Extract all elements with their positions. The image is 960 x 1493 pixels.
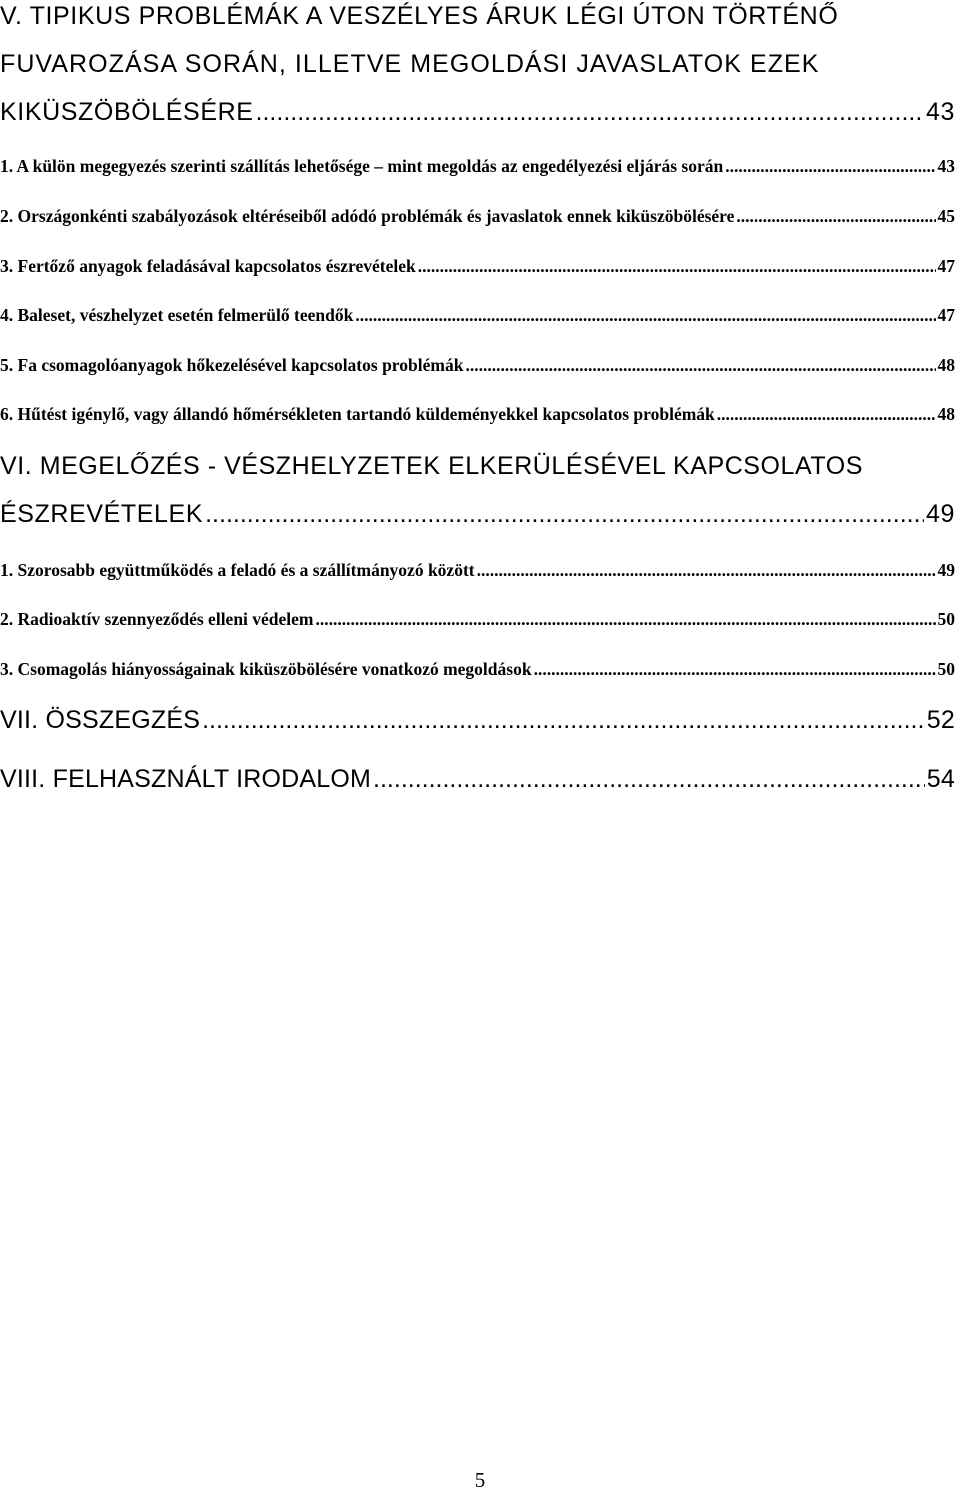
toc-item-label: 1. A külön megegyezés szerinti szállítás lehetősége – mint megoldás az engedélyezési eljárás során (0, 156, 724, 176)
toc-item-label: 5. Fa csomagolóanyagok hőkezelésével kapcsolatos problémák (0, 355, 464, 375)
toc-leader-dots (736, 206, 935, 227)
toc-leader-dots (205, 500, 924, 529)
toc-page-number: 48 (937, 355, 955, 375)
toc-leader-dots (725, 156, 935, 177)
toc-section-v-title-line3: KIKÜSZÖBÖLÉSÉRE (0, 98, 254, 126)
toc-item[interactable] (0, 156, 955, 177)
toc-section-vi-line2[interactable] (0, 500, 955, 529)
toc-leader-dots (534, 659, 936, 680)
toc-page-number: 49 (925, 500, 955, 528)
toc-page-number: 47 (937, 305, 955, 325)
toc-page-number: 54 (926, 765, 955, 793)
toc-section-v-line1[interactable] (0, 2, 955, 31)
toc-leader-dots (316, 609, 936, 630)
toc-item[interactable] (0, 256, 955, 277)
footer-page-number: 5 (474, 1468, 486, 1492)
toc-leader-dots (373, 765, 925, 794)
toc-leader-dots (418, 256, 936, 277)
toc-section-vi-title-line1: VI. MEGELŐZÉS - VÉSZHELYZETEK ELKERÜLÉSÉVEL KAPCSOLATOS (0, 452, 863, 480)
toc-item-label: 6. Hűtést igénylő, vagy állandó hőmérsékleten tartandó küldeményekkel kapcsolatos problémák (0, 404, 715, 424)
toc-page-number: 50 (937, 609, 955, 629)
toc-item-label: 3. Fertőző anyagok feladásával kapcsolatos észrevételek (0, 256, 416, 276)
toc-section-v-title-line2: FUVAROZÁSA SORÁN, ILLETVE MEGOLDÁSI JAVASLATOK EZEK (0, 50, 820, 78)
toc-leader-dots (477, 560, 936, 581)
toc-page-number: 47 (937, 256, 955, 276)
toc-page-number: 49 (937, 560, 955, 580)
toc-item-label: 2. Radioaktív szennyeződés elleni védelem (0, 609, 314, 629)
toc-section-viii[interactable] (0, 765, 955, 794)
toc-item[interactable] (0, 305, 955, 326)
toc-section-vii[interactable] (0, 706, 955, 735)
toc-section-viii-title: VIII. FELHASZNÁLT IRODALOM (0, 765, 372, 793)
toc-item[interactable] (0, 404, 955, 425)
toc-item[interactable] (0, 355, 955, 376)
toc-section-vi-title-line2: ÉSZREVÉTELEK (0, 500, 204, 528)
toc-section-v-title-line1: V. TIPIKUS PROBLÉMÁK A VESZÉLYES ÁRUK LÉGI ÚTON TÖRTÉNŐ (0, 2, 839, 30)
toc-page-number: 43 (925, 98, 955, 126)
toc-item[interactable] (0, 609, 955, 630)
toc-item-label: 3. Csomagolás hiányosságainak kiküszöbölésére vonatkozó megoldások (0, 659, 532, 679)
toc-section-vii-title: VII. ÖSSZEGZÉS (0, 706, 201, 734)
toc-page-number: 50 (937, 659, 955, 679)
toc-page-number: 43 (937, 156, 955, 176)
toc-page-number: 48 (937, 404, 955, 424)
toc-item[interactable] (0, 659, 955, 680)
toc-item[interactable] (0, 206, 955, 227)
toc-section-v-line2[interactable] (0, 50, 955, 79)
toc-section-vi-line1[interactable] (0, 452, 955, 481)
toc-page-number: 52 (926, 706, 955, 734)
toc-section-v-line3[interactable] (0, 98, 955, 127)
toc-page-number: 45 (937, 206, 955, 226)
toc-item-label: 1. Szorosabb együttműködés a feladó és a szállítmányozó között (0, 560, 475, 580)
toc-leader-dots (256, 98, 924, 127)
toc-leader-dots (465, 355, 935, 376)
toc-leader-dots (202, 706, 925, 735)
toc-item-label: 4. Baleset, vészhelyzet esetén felmerülő teendők (0, 305, 354, 325)
toc-item-label: 2. Országonkénti szabályozások eltéréseiből adódó problémák és javaslatok ennek kiküszöbölésére (0, 206, 735, 226)
toc-item[interactable] (0, 560, 955, 581)
toc-leader-dots (717, 404, 936, 425)
toc-leader-dots (355, 305, 935, 326)
